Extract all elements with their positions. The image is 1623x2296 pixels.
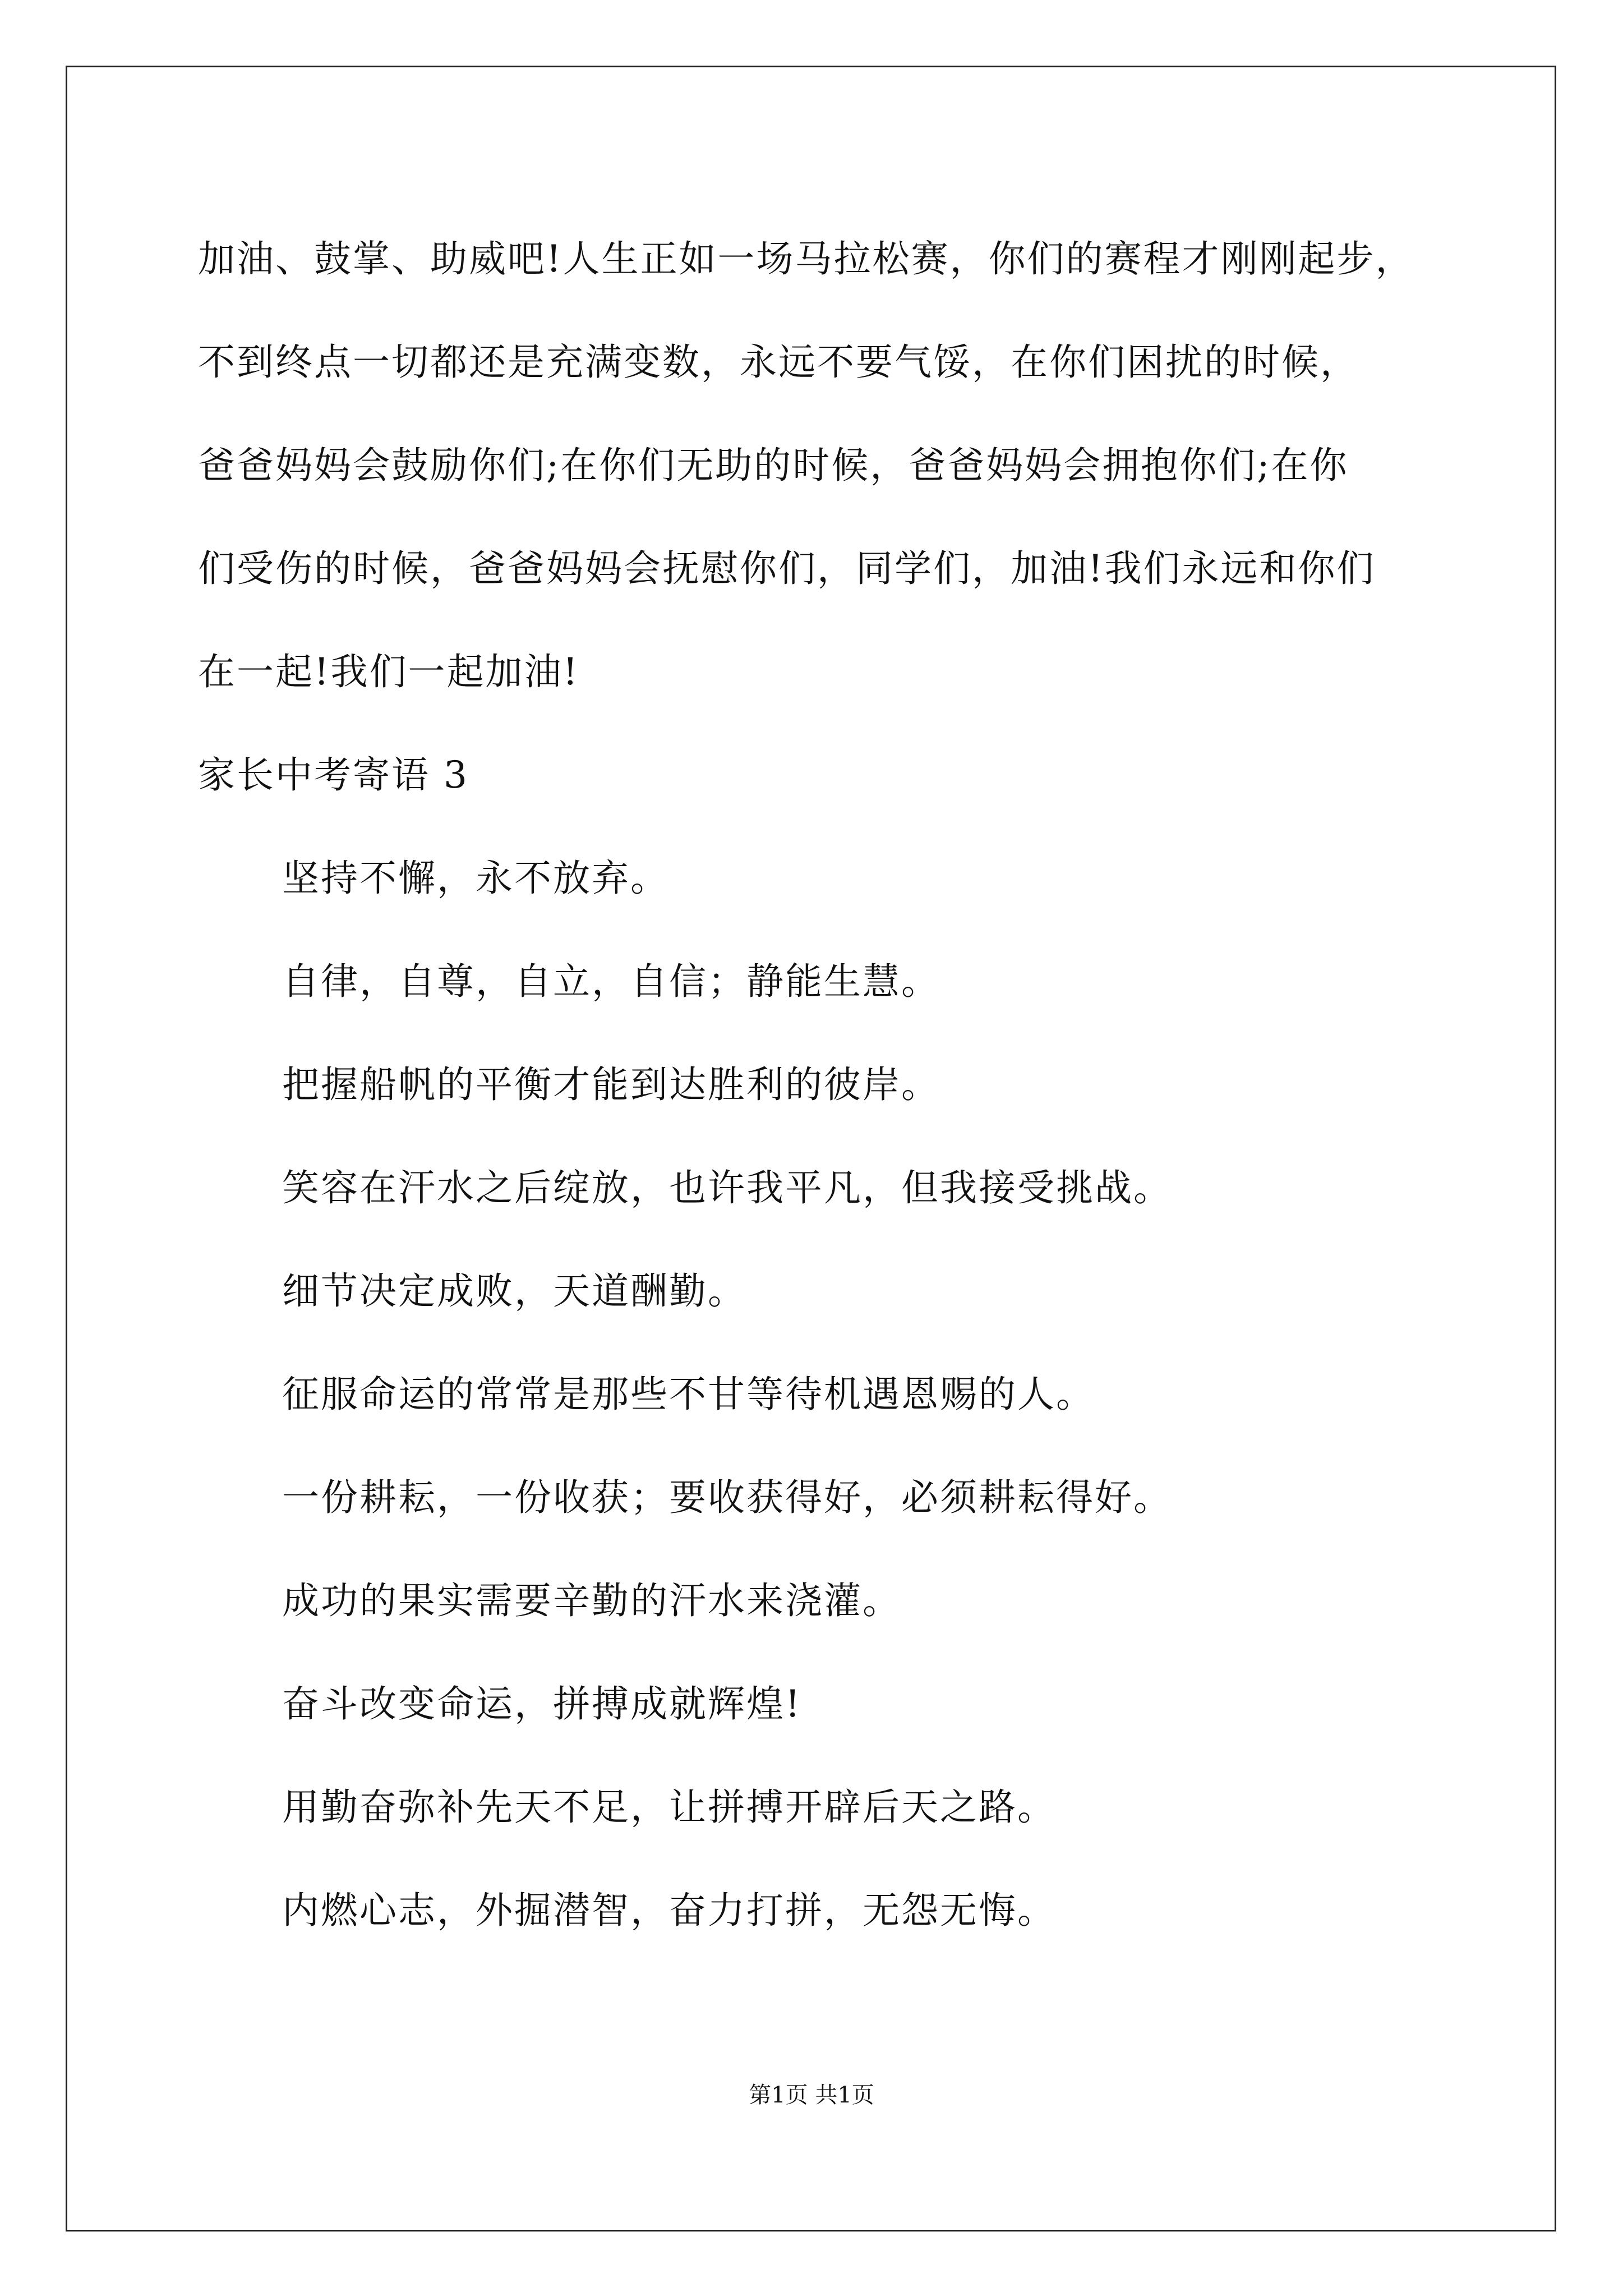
- motto-10: 用勤奋弥补先天不足，让拼搏开辟后天之路。: [282, 1786, 1056, 1829]
- body-line-4: 们受伤的时候，爸爸妈妈会抚慰你们，同学们，加油!我们永远和你们: [198, 547, 1376, 590]
- body-line-3: 爸爸妈妈会鼓励你们;在你们无助的时候，爸爸妈妈会拥抱你们;在你: [198, 444, 1349, 487]
- body-line-2: 不到终点一切都还是充满变数，永远不要气馁，在你们困扰的时候，: [198, 341, 1359, 384]
- section-heading: 家长中考寄语 3: [198, 753, 469, 797]
- body-line-1: 加油、鼓掌、助威吧!人生正如一场马拉松赛，你们的赛程才刚刚起步，: [198, 237, 1414, 280]
- motto-9: 奋斗改变命运，拼搏成就辉煌!: [282, 1682, 802, 1726]
- motto-11: 内燃心志，外掘潜智，奋力打拼，无怨无悔。: [282, 1889, 1056, 1932]
- document-body: [198, 208, 1488, 1962]
- motto-4: 笑容在汗水之后绽放，也许我平凡，但我接受挑战。: [282, 1166, 1172, 1209]
- motto-6: 征服命运的常常是那些不甘等待机遇恩赐的人。: [282, 1373, 1095, 1416]
- motto-2: 自律，自尊，自立，自信；静能生慧。: [282, 960, 940, 1003]
- motto-7: 一份耕耘，一份收获；要收获得好，必须耕耘得好。: [282, 1476, 1172, 1519]
- motto-5: 细节决定成败，天道酬勤。: [282, 1269, 746, 1313]
- motto-3: 把握船帆的平衡才能到达胜利的彼岸。: [282, 1063, 940, 1106]
- page-footer: 第1页 共1页: [749, 2082, 874, 2108]
- motto-8: 成功的果实需要辛勤的汗水来浇灌。: [282, 1579, 901, 1622]
- body-line-5: 在一起!我们一起加油!: [198, 650, 580, 693]
- motto-1: 坚持不懈，永不放弃。: [282, 857, 669, 900]
